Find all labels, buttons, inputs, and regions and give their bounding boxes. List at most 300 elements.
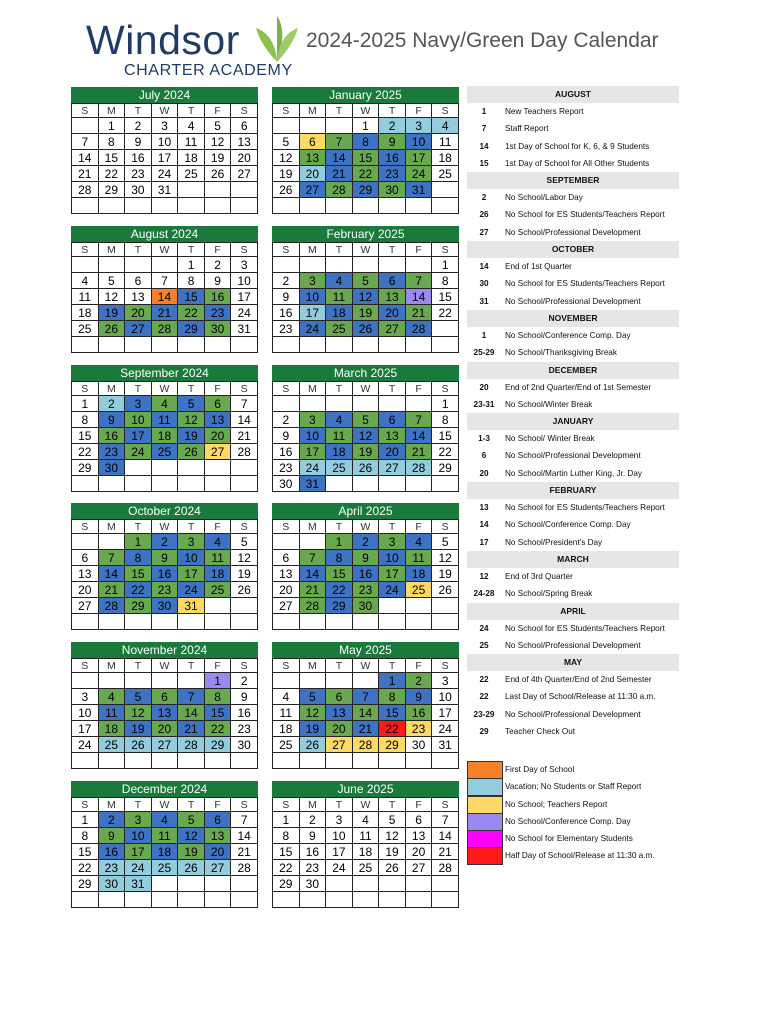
weekday-header: F — [204, 520, 231, 534]
empty-cell — [299, 534, 326, 550]
day-cell: 14 — [326, 150, 353, 166]
day-cell: 17 — [231, 289, 258, 305]
weekday-header: M — [98, 104, 125, 118]
day-cell: 13 — [231, 134, 258, 150]
empty-cell — [204, 460, 231, 476]
empty-cell — [204, 892, 231, 908]
legend-item — [467, 761, 707, 778]
month-calendar — [272, 87, 459, 214]
day-cell: 11 — [151, 412, 178, 428]
day-cell: 2 — [231, 673, 258, 689]
weekday-header: W — [352, 659, 379, 673]
empty-cell — [231, 460, 258, 476]
day-cell: 6 — [405, 812, 432, 828]
day-cell: 20 — [379, 305, 406, 321]
day-cell: 9 — [405, 689, 432, 705]
day-cell: 15 — [326, 566, 353, 582]
day-cell: 8 — [352, 134, 379, 150]
legend-label: Half Day of School/Release at 11:30 a.m. — [505, 851, 655, 861]
empty-cell — [432, 198, 459, 214]
day-cell: 7 — [326, 134, 353, 150]
empty-cell — [72, 198, 99, 214]
event-row — [467, 327, 679, 344]
day-cell: 12 — [178, 412, 205, 428]
empty-cell — [72, 337, 99, 353]
legend-swatch — [467, 847, 503, 865]
empty-cell — [72, 614, 99, 630]
weekday-header: F — [405, 659, 432, 673]
empty-cell — [125, 460, 152, 476]
event-row — [467, 465, 679, 482]
weekday-header: M — [98, 798, 125, 812]
empty-cell — [379, 257, 406, 273]
day-cell: 27 — [125, 321, 152, 337]
empty-cell — [125, 892, 152, 908]
day-cell: 9 — [273, 289, 300, 305]
day-cell: 30 — [299, 876, 326, 892]
day-cell: 30 — [125, 182, 152, 198]
day-cell: 3 — [379, 534, 406, 550]
month-title: February 2025 — [272, 226, 459, 242]
day-cell: 5 — [178, 812, 205, 828]
empty-cell — [273, 614, 300, 630]
day-cell: 18 — [405, 566, 432, 582]
event-date: 2 — [481, 193, 487, 203]
day-cell: 16 — [204, 289, 231, 305]
weekday-header: F — [204, 243, 231, 257]
day-cell: 24 — [405, 166, 432, 182]
empty-cell — [72, 476, 99, 492]
day-cell: 29 — [326, 598, 353, 614]
day-cell: 1 — [326, 534, 353, 550]
day-cell: 22 — [72, 444, 99, 460]
event-description: No School/Martin Luther King, Jr. Day — [505, 468, 642, 478]
empty-cell — [379, 337, 406, 353]
day-cell: 28 — [405, 460, 432, 476]
event-row — [467, 637, 679, 654]
day-cell: 23 — [151, 582, 178, 598]
empty-cell — [72, 257, 99, 273]
day-cell: 9 — [299, 828, 326, 844]
empty-cell — [231, 614, 258, 630]
empty-cell — [299, 614, 326, 630]
day-cell: 17 — [72, 721, 99, 737]
day-cell: 20 — [326, 721, 353, 737]
day-cell: 4 — [178, 118, 205, 134]
day-cell: 25 — [151, 444, 178, 460]
empty-cell — [273, 534, 300, 550]
day-cell: 9 — [231, 689, 258, 705]
empty-cell — [432, 892, 459, 908]
weekday-header: T — [178, 659, 205, 673]
day-cell: 15 — [72, 428, 99, 444]
day-cell: 19 — [98, 305, 125, 321]
empty-cell — [151, 198, 178, 214]
empty-cell — [352, 892, 379, 908]
event-description: No School/Professional Development — [505, 640, 641, 650]
day-cell: 24 — [432, 721, 459, 737]
day-cell: 24 — [326, 860, 353, 876]
day-cell: 28 — [405, 321, 432, 337]
day-cell: 13 — [379, 428, 406, 444]
day-cell: 21 — [405, 305, 432, 321]
day-cell: 10 — [231, 273, 258, 289]
day-cell: 23 — [273, 460, 300, 476]
day-cell: 30 — [204, 321, 231, 337]
empty-cell — [299, 673, 326, 689]
day-cell: 19 — [178, 844, 205, 860]
empty-cell — [379, 198, 406, 214]
month-calendar — [272, 642, 459, 769]
day-cell: 20 — [204, 844, 231, 860]
month-calendar — [71, 87, 258, 214]
weekday-header: F — [204, 104, 231, 118]
day-cell: 28 — [72, 182, 99, 198]
day-cell: 24 — [379, 582, 406, 598]
day-cell: 27 — [273, 598, 300, 614]
day-cell: 26 — [98, 321, 125, 337]
weekday-header: T — [125, 659, 152, 673]
empty-cell — [231, 337, 258, 353]
empty-cell — [326, 673, 353, 689]
empty-cell — [299, 118, 326, 134]
legend-label: First Day of School — [505, 765, 575, 774]
event-month-header: AUGUST — [467, 86, 679, 103]
empty-cell — [326, 337, 353, 353]
event-date: 20 — [479, 468, 489, 478]
day-cell: 29 — [204, 737, 231, 753]
empty-cell — [72, 118, 99, 134]
empty-cell — [273, 892, 300, 908]
empty-cell — [379, 598, 406, 614]
day-cell: 21 — [231, 428, 258, 444]
day-cell: 28 — [178, 737, 205, 753]
event-date: 20 — [479, 382, 489, 392]
day-cell: 19 — [231, 566, 258, 582]
weekday-header: S — [72, 798, 99, 812]
event-date: 24-28 — [473, 589, 495, 599]
event-row — [467, 206, 679, 223]
month-title: June 2025 — [272, 781, 459, 797]
empty-cell — [204, 337, 231, 353]
empty-cell — [125, 198, 152, 214]
day-cell: 10 — [432, 689, 459, 705]
day-cell: 24 — [299, 460, 326, 476]
day-cell: 10 — [125, 828, 152, 844]
empty-cell — [405, 753, 432, 769]
day-cell: 22 — [379, 721, 406, 737]
day-cell: 14 — [72, 150, 99, 166]
day-cell: 12 — [352, 428, 379, 444]
weekday-header: S — [432, 382, 459, 396]
day-cell: 2 — [273, 412, 300, 428]
event-date: 29 — [479, 727, 489, 737]
day-cell: 27 — [231, 166, 258, 182]
event-month-header: JANUARY — [467, 413, 679, 430]
day-cell: 24 — [299, 321, 326, 337]
day-cell: 10 — [299, 289, 326, 305]
day-cell: 16 — [125, 150, 152, 166]
empty-cell — [151, 876, 178, 892]
legend-swatch — [467, 796, 503, 814]
empty-cell — [151, 337, 178, 353]
day-cell: 11 — [432, 134, 459, 150]
day-cell: 26 — [178, 860, 205, 876]
day-cell: 30 — [151, 598, 178, 614]
logo-wordmark: Windsor — [86, 17, 240, 63]
day-cell: 8 — [432, 412, 459, 428]
day-cell: 13 — [326, 705, 353, 721]
empty-cell — [432, 598, 459, 614]
event-description: Staff Report — [505, 124, 549, 134]
day-cell: 14 — [151, 289, 178, 305]
day-cell: 7 — [405, 273, 432, 289]
empty-cell — [432, 321, 459, 337]
day-cell: 4 — [405, 534, 432, 550]
empty-cell — [379, 892, 406, 908]
day-cell: 8 — [273, 828, 300, 844]
day-cell: 16 — [273, 305, 300, 321]
weekday-header: F — [204, 798, 231, 812]
day-cell: 10 — [72, 705, 99, 721]
empty-cell — [125, 257, 152, 273]
weekday-header: S — [432, 104, 459, 118]
day-cell: 18 — [98, 721, 125, 737]
weekday-header: T — [326, 104, 353, 118]
empty-cell — [231, 198, 258, 214]
weekday-header: T — [379, 520, 406, 534]
day-cell: 1 — [273, 812, 300, 828]
empty-cell — [178, 892, 205, 908]
day-cell: 2 — [151, 534, 178, 550]
empty-cell — [98, 892, 125, 908]
day-cell: 27 — [379, 321, 406, 337]
day-cell: 4 — [326, 412, 353, 428]
event-date: 22 — [479, 692, 489, 702]
empty-cell — [204, 182, 231, 198]
legend-swatch — [467, 830, 503, 848]
weekday-header: T — [379, 382, 406, 396]
event-date: 6 — [481, 451, 487, 461]
event-row — [467, 155, 679, 172]
day-cell: 22 — [326, 582, 353, 598]
weekday-header: M — [299, 382, 326, 396]
event-description: No School/Conference Comp. Day — [505, 330, 631, 340]
day-cell: 3 — [125, 812, 152, 828]
empty-cell — [326, 892, 353, 908]
empty-cell — [178, 614, 205, 630]
day-cell: 26 — [352, 321, 379, 337]
day-cell: 30 — [379, 182, 406, 198]
day-cell: 10 — [326, 828, 353, 844]
event-month-header: FEBRUARY — [467, 482, 679, 499]
day-cell: 21 — [299, 582, 326, 598]
day-cell: 6 — [72, 550, 99, 566]
day-cell: 10 — [151, 134, 178, 150]
event-date: 1 — [481, 107, 487, 116]
day-cell: 15 — [98, 150, 125, 166]
month-calendar — [71, 781, 258, 908]
day-cell: 7 — [299, 550, 326, 566]
empty-cell — [231, 892, 258, 908]
day-cell: 4 — [432, 118, 459, 134]
legend-label: No School; Teachers Report — [505, 799, 608, 809]
weekday-header: M — [98, 659, 125, 673]
day-cell: 24 — [151, 166, 178, 182]
weekday-header: S — [231, 520, 258, 534]
day-cell: 5 — [204, 118, 231, 134]
empty-cell — [273, 396, 300, 412]
weekday-header: M — [299, 243, 326, 257]
day-cell: 7 — [231, 396, 258, 412]
event-date: 17 — [479, 537, 489, 547]
empty-cell — [326, 257, 353, 273]
event-row — [467, 585, 679, 602]
day-cell: 18 — [151, 428, 178, 444]
day-cell: 22 — [72, 860, 99, 876]
month-title: August 2024 — [71, 226, 258, 242]
day-cell: 25 — [273, 737, 300, 753]
event-date: 23-31 — [473, 399, 495, 409]
event-date: 25 — [479, 640, 489, 650]
month-calendar — [272, 503, 459, 630]
empty-cell — [151, 753, 178, 769]
empty-cell — [326, 614, 353, 630]
day-cell: 3 — [72, 689, 99, 705]
empty-cell — [352, 396, 379, 412]
weekday-header: W — [352, 243, 379, 257]
weekday-header: S — [72, 104, 99, 118]
empty-cell — [405, 257, 432, 273]
empty-cell — [72, 673, 99, 689]
day-cell: 4 — [98, 689, 125, 705]
day-cell: 17 — [326, 844, 353, 860]
empty-cell — [178, 337, 205, 353]
day-cell: 19 — [352, 305, 379, 321]
empty-cell — [299, 198, 326, 214]
day-cell: 27 — [204, 860, 231, 876]
day-cell: 7 — [178, 689, 205, 705]
event-row — [467, 224, 679, 241]
weekday-header: T — [326, 659, 353, 673]
day-cell: 9 — [98, 828, 125, 844]
weekday-header: W — [352, 798, 379, 812]
day-cell: 21 — [405, 444, 432, 460]
day-cell: 27 — [204, 444, 231, 460]
weekday-header: S — [273, 798, 300, 812]
day-cell: 3 — [432, 673, 459, 689]
empty-cell — [299, 337, 326, 353]
weekday-header: T — [178, 520, 205, 534]
event-row — [467, 620, 679, 637]
day-cell: 8 — [432, 273, 459, 289]
event-date: 1 — [481, 330, 487, 340]
event-date: 24 — [479, 623, 489, 633]
empty-cell — [98, 673, 125, 689]
empty-cell — [379, 753, 406, 769]
legend-swatch — [467, 761, 503, 779]
day-cell: 22 — [204, 721, 231, 737]
weekday-header: W — [352, 104, 379, 118]
empty-cell — [231, 476, 258, 492]
day-cell: 8 — [204, 689, 231, 705]
empty-cell — [326, 396, 353, 412]
day-cell: 11 — [326, 428, 353, 444]
event-description: No School for ES Students/Teachers Report — [505, 503, 665, 513]
day-cell: 3 — [326, 812, 353, 828]
day-cell: 10 — [379, 550, 406, 566]
weekday-header: F — [204, 382, 231, 396]
day-cell: 25 — [352, 860, 379, 876]
event-description: No School/Professional Development — [505, 296, 641, 306]
weekday-header: S — [432, 659, 459, 673]
day-cell: 5 — [432, 534, 459, 550]
event-description: End of 4th Quarter/End of 2nd Semester — [505, 675, 652, 685]
month-title: April 2025 — [272, 503, 459, 519]
empty-cell — [432, 876, 459, 892]
day-cell: 28 — [326, 182, 353, 198]
day-cell: 3 — [178, 534, 205, 550]
month-calendar — [71, 503, 258, 630]
day-cell: 28 — [299, 598, 326, 614]
event-row — [467, 379, 679, 396]
empty-cell — [178, 460, 205, 476]
day-cell: 6 — [204, 396, 231, 412]
day-cell: 13 — [204, 412, 231, 428]
event-date: 30 — [479, 279, 489, 289]
weekday-header: T — [125, 798, 152, 812]
day-cell: 8 — [72, 412, 99, 428]
day-cell: 21 — [72, 166, 99, 182]
weekday-header: S — [72, 520, 99, 534]
day-cell: 13 — [299, 150, 326, 166]
event-row — [467, 723, 679, 740]
day-cell: 10 — [125, 412, 152, 428]
day-cell: 12 — [231, 550, 258, 566]
day-cell: 9 — [204, 273, 231, 289]
day-cell: 12 — [352, 289, 379, 305]
legend-label: Vacation; No Students or Staff Report — [505, 782, 642, 792]
day-cell: 12 — [273, 150, 300, 166]
day-cell: 28 — [98, 598, 125, 614]
weekday-header: M — [98, 243, 125, 257]
day-cell: 7 — [432, 812, 459, 828]
event-date: 14 — [479, 141, 489, 151]
weekday-header: T — [326, 798, 353, 812]
event-description: No School/Professional Development — [505, 451, 641, 461]
day-cell: 27 — [326, 737, 353, 753]
day-cell: 17 — [151, 150, 178, 166]
empty-cell — [299, 257, 326, 273]
day-cell: 21 — [326, 166, 353, 182]
weekday-header: W — [151, 104, 178, 118]
event-date: 14 — [479, 520, 489, 530]
event-date: 13 — [479, 503, 489, 513]
empty-cell — [151, 614, 178, 630]
empty-cell — [178, 876, 205, 892]
day-cell: 10 — [299, 428, 326, 444]
day-cell: 7 — [352, 689, 379, 705]
empty-cell — [352, 673, 379, 689]
empty-cell — [151, 673, 178, 689]
day-cell: 21 — [231, 844, 258, 860]
day-cell: 25 — [98, 737, 125, 753]
empty-cell — [432, 753, 459, 769]
empty-cell — [405, 892, 432, 908]
event-row — [467, 103, 679, 120]
day-cell: 14 — [432, 828, 459, 844]
day-cell: 13 — [72, 566, 99, 582]
